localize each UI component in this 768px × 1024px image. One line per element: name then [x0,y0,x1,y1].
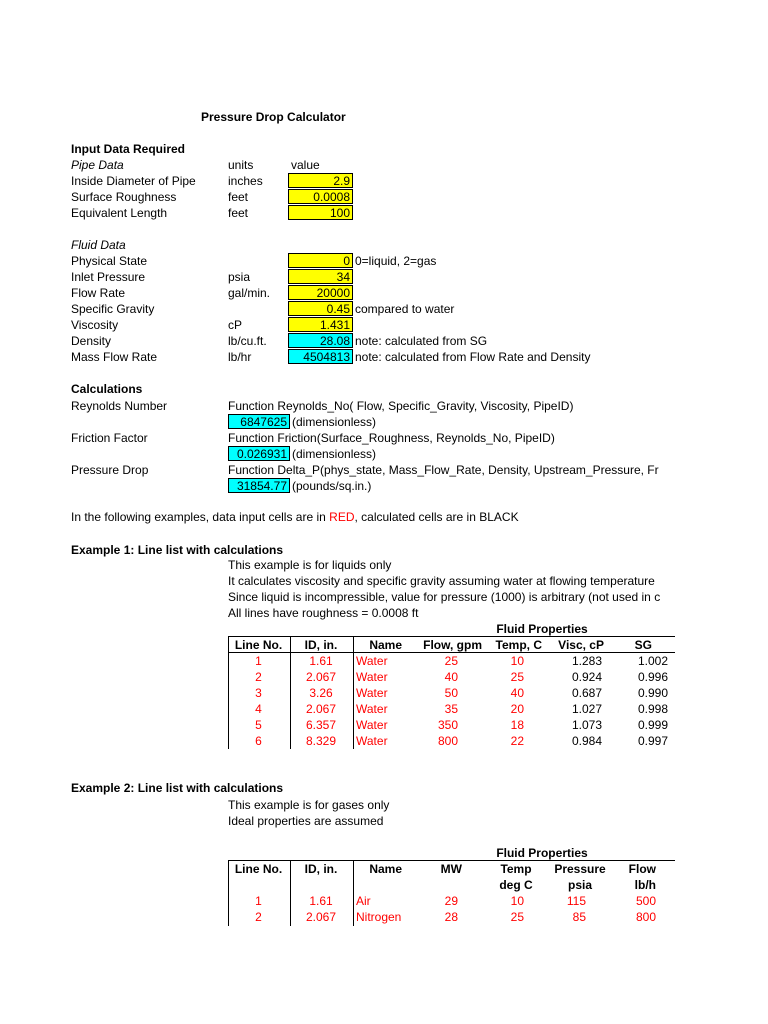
id-cell[interactable]: 2.067 [305,910,337,924]
id-cell[interactable]: 6.357 [305,718,337,732]
equivalent-length-input[interactable]: 100 [288,205,353,220]
calculations-heading: Calculations [71,382,143,396]
pressure-drop-value: 31854.77 [228,478,290,493]
density-value: 28.08 [288,333,353,348]
sg-cell: 0.998 [637,702,668,716]
example1-desc: All lines have roughness = 0.0008 ft [228,606,419,620]
flow-cell[interactable]: 800 [635,910,656,924]
example1-desc: Since liquid is incompressible, value for pressure (1000) is arbitrary (not used in c [228,590,661,604]
temp-cell[interactable]: 25 [510,910,524,924]
col-header-line-no: Line No. [234,862,283,876]
pipe-row-unit: feet [228,190,249,204]
calc-unit: (dimensionless) [292,447,377,461]
fluid-row-label: Physical State [71,254,148,268]
pipe-data-heading: Pipe Data [71,158,124,172]
pipe-row-unit: inches [228,174,263,188]
line-no-cell[interactable]: 4 [255,702,262,716]
pipe-row-label: Surface Roughness [71,190,177,204]
fluid-row-unit: gal/min. [228,286,271,300]
fluid-row-unit: lb/hr [228,350,252,364]
name-cell[interactable]: Nitrogen [356,910,402,924]
sg-cell: 0.999 [637,718,668,732]
pipe-diameter-input[interactable]: 2.9 [288,173,353,188]
visc-cell: 0.924 [571,670,602,684]
name-cell[interactable]: Water [356,686,388,700]
example2-desc: Ideal properties are assumed [228,814,384,828]
sg-cell: 0.997 [637,734,668,748]
fluid-properties-header: Fluid Properties [496,846,588,860]
name-cell[interactable]: Water [356,702,388,716]
pipe-row-label: Inside Diameter of Pipe [71,174,196,188]
calc-unit: (pounds/sq.in.) [292,479,372,493]
visc-cell: 0.984 [571,734,602,748]
fluid-row-label: Flow Rate [71,286,126,300]
temp-cell[interactable]: 25 [510,670,524,684]
units-header: units [228,158,254,172]
mass-flow-rate-value: 4504813 [288,349,353,364]
name-cell[interactable]: Air [356,894,371,908]
col-header-id: ID, in. [304,638,338,652]
note-red-word: RED [329,510,355,524]
id-cell[interactable]: 8.329 [305,734,337,748]
col-header-flow: Flow [628,862,656,876]
inlet-pressure-input[interactable]: 34 [288,269,353,284]
col-header-line-no: Line No. [234,638,283,652]
flow-cell[interactable]: 35 [444,702,458,716]
surface-roughness-input[interactable]: 0.0008 [288,189,353,204]
visc-cell: 1.283 [571,654,602,668]
fluid-row-label: Specific Gravity [71,302,155,316]
calc-label: Pressure Drop [71,463,149,477]
flow-rate-input[interactable]: 20000 [288,285,353,300]
col-header-visc: Visc, cP [558,638,604,652]
fluid-row-label: Density [71,334,112,348]
friction-factor-value: 0.026931 [228,446,290,461]
name-cell[interactable]: Water [356,718,388,732]
sg-cell: 1.002 [637,654,668,668]
subheader-flow-unit: lb/h [634,878,656,892]
fluid-row-note: note: calculated from SG [355,334,488,348]
flow-cell[interactable]: 500 [635,894,656,908]
name-cell[interactable]: Water [356,734,388,748]
col-header-pressure: Pressure [554,862,606,876]
pipe-row-unit: feet [228,206,249,220]
fluid-row-note: 0=liquid, 2=gas [355,254,437,268]
temp-cell[interactable]: 22 [510,734,524,748]
example2-heading: Example 2: Line list with calculations [71,781,284,795]
line-no-cell[interactable]: 3 [255,686,262,700]
col-header-id: ID, in. [304,862,338,876]
id-cell[interactable]: 2.067 [305,670,337,684]
reynolds-number-value: 6847625 [228,414,290,429]
flow-cell[interactable]: 25 [444,654,458,668]
col-header-flow: Flow, gpm [423,638,482,652]
col-header-temp: Temp [500,862,532,876]
flow-cell[interactable]: 800 [437,734,458,748]
pipe-row-label: Equivalent Length [71,206,168,220]
col-header-mw: MW [440,862,462,876]
temp-cell[interactable]: 18 [510,718,524,732]
input-heading: Input Data Required [71,142,186,156]
sg-cell: 0.990 [637,686,668,700]
fluid-row-label: Mass Flow Rate [71,350,158,364]
line-no-cell[interactable]: 2 [255,910,262,924]
fluid-data-heading: Fluid Data [71,238,126,252]
example1-heading: Example 1: Line list with calculations [71,543,284,557]
subheader-temp-unit: deg C [499,878,533,892]
example1-desc: This example is for liquids only [228,558,392,572]
pressure-cell[interactable]: 115 [566,894,586,908]
fluid-row-label: Viscosity [71,318,119,332]
physical-state-input[interactable]: 0 [288,253,353,268]
temp-cell[interactable]: 20 [510,702,524,716]
fluid-row-note: note: calculated from Flow Rate and Density [355,350,591,364]
id-cell[interactable]: 3.26 [309,686,333,700]
flow-cell[interactable]: 40 [444,670,458,684]
mw-cell[interactable]: 29 [444,894,458,908]
col-header-temp: Temp, C [495,638,542,652]
id-cell[interactable]: 1.61 [309,654,333,668]
line-no-cell[interactable]: 6 [255,734,262,748]
id-cell[interactable]: 1.61 [309,894,333,908]
fluid-row-unit: psia [228,270,251,284]
col-header-name: Name [369,638,402,652]
line-no-cell[interactable]: 1 [255,894,262,908]
id-cell[interactable]: 2.067 [305,702,337,716]
fluid-row-label: Inlet Pressure [71,270,146,284]
fluid-row-note: compared to water [355,302,455,316]
calc-unit: (dimensionless) [292,415,377,429]
name-cell[interactable]: Water [356,654,388,668]
sg-cell: 0.996 [637,670,668,684]
specific-gravity-input[interactable]: 0.45 [288,301,353,316]
mw-cell[interactable]: 28 [444,910,458,924]
name-cell[interactable]: Water [356,670,388,684]
calc-function: Function Reynolds_No( Flow, Specific_Gravity, Viscosity, PipeID) [228,399,574,413]
line-no-cell[interactable]: 5 [255,718,262,732]
calc-label: Friction Factor [71,431,148,445]
fluid-row-unit: lb/cu.ft. [228,334,267,348]
temp-cell[interactable]: 40 [510,686,524,700]
fluid-properties-header: Fluid Properties [496,622,588,636]
value-header: value [291,158,320,172]
temp-cell[interactable]: 10 [510,894,524,908]
note-after: , calculated cells are in BLACK [354,510,519,524]
col-header-name: Name [369,862,402,876]
visc-cell: 1.073 [571,718,602,732]
color-legend-note [71,509,519,525]
viscosity-input[interactable]: 1.431 [288,317,353,332]
line-no-cell[interactable]: 1 [255,654,262,668]
example2-desc: This example is for gases only [228,798,390,812]
calc-function: Function Friction(Surface_Roughness, Reynolds_No, PipeID) [228,431,555,445]
flow-cell[interactable]: 50 [444,686,458,700]
example1-desc: It calculates viscosity and specific gravity assuming water at flowing temperature [228,574,655,588]
temp-cell[interactable]: 10 [510,654,524,668]
subheader-pressure-unit: psia [567,878,592,892]
calc-label: Reynolds Number [71,399,168,413]
calc-function: Function Delta_P(phys_state, Mass_Flow_Rate, Density, Upstream_Pressure, Fr [228,463,659,477]
visc-cell: 0.687 [571,686,602,700]
pressure-cell[interactable]: 85 [572,910,586,924]
fluid-row-unit: cP [228,318,243,332]
col-header-sg: SG [634,638,652,652]
line-no-cell[interactable]: 2 [255,670,262,684]
note-before: In the following examples, data input cells are in [71,510,330,524]
page-title: Pressure Drop Calculator [201,110,346,124]
visc-cell: 1.027 [571,702,602,716]
flow-cell[interactable]: 350 [437,718,458,732]
